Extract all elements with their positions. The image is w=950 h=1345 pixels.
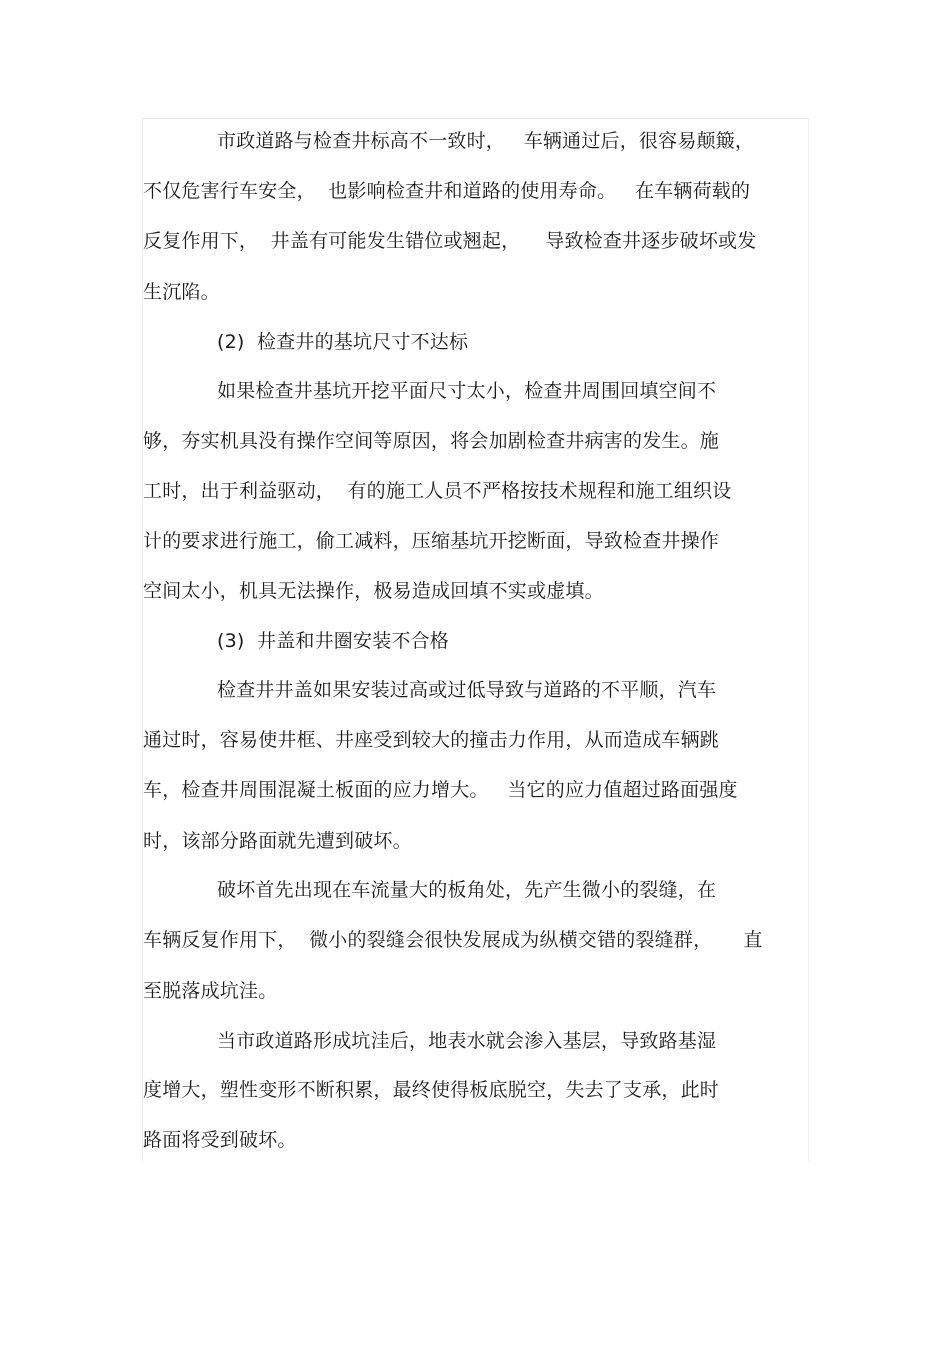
text-line: 够，夯实机具没有操作空间等原因，将会加剧检查井病害的发生。施	[143, 430, 720, 452]
text-line: 路面将受到破坏。	[143, 1129, 297, 1151]
text-line: 车辆反复作用下， 微小的裂缝会很快发展成为纵横交错的裂缝群， 直	[143, 929, 763, 951]
text-line: 至脱落成坑洼。	[143, 980, 278, 1002]
section-heading: (3) 井盖和井圈安装不合格	[217, 630, 449, 652]
text-line: 车，检查井周围混凝土板面的应力增大。 当它的应力值超过路面强度	[143, 779, 738, 801]
text-line: 空间太小，机具无法操作，极易造成回填不实或虚填。	[143, 580, 604, 602]
text-line: 生沉陷。	[143, 281, 220, 303]
text-line: 计的要求进行施工，偷工减料，压缩基坑开挖断面，导致检查井操作	[143, 530, 720, 552]
text-line: 当市政道路形成坑洼后，地表水就会渗入基层，导致路基湿	[217, 1030, 717, 1052]
text-line: 如果检查井基坑开挖平面尺寸太小，检查井周围回填空间不	[217, 380, 717, 402]
text-line: 通过时，容易使井框、井座受到较大的撞击力作用，从而造成车辆跳	[143, 729, 720, 751]
text-line: 时，该部分路面就先遭到破坏。	[143, 830, 412, 852]
text-line: 不仅危害行车安全， 也影响检查井和道路的使用寿命。 在车辆荷载的	[143, 180, 751, 202]
text-line: 反复作用下， 井盖有可能发生错位或翘起， 导致检查井逐步破坏或发	[143, 230, 757, 252]
text-line: 度增大，塑性变形不断积累，最终使得板底脱空，失去了支承，此时	[143, 1079, 720, 1101]
text-line: 检查井井盖如果安装过高或过低导致与道路的不平顺，汽车	[217, 679, 717, 701]
text-line: 破坏首先出现在车流量大的板角处，先产生微小的裂缝，在	[217, 879, 717, 901]
section-heading: (2) 检查井的基坑尺寸不达标	[217, 331, 469, 353]
text-line: 市政道路与检查井标高不一致时， 车辆通过后，很容易颠簸，	[217, 130, 755, 152]
text-line: 工时，出于利益驱动， 有的施工人员不严格按技术规程和施工组织设	[143, 480, 732, 502]
